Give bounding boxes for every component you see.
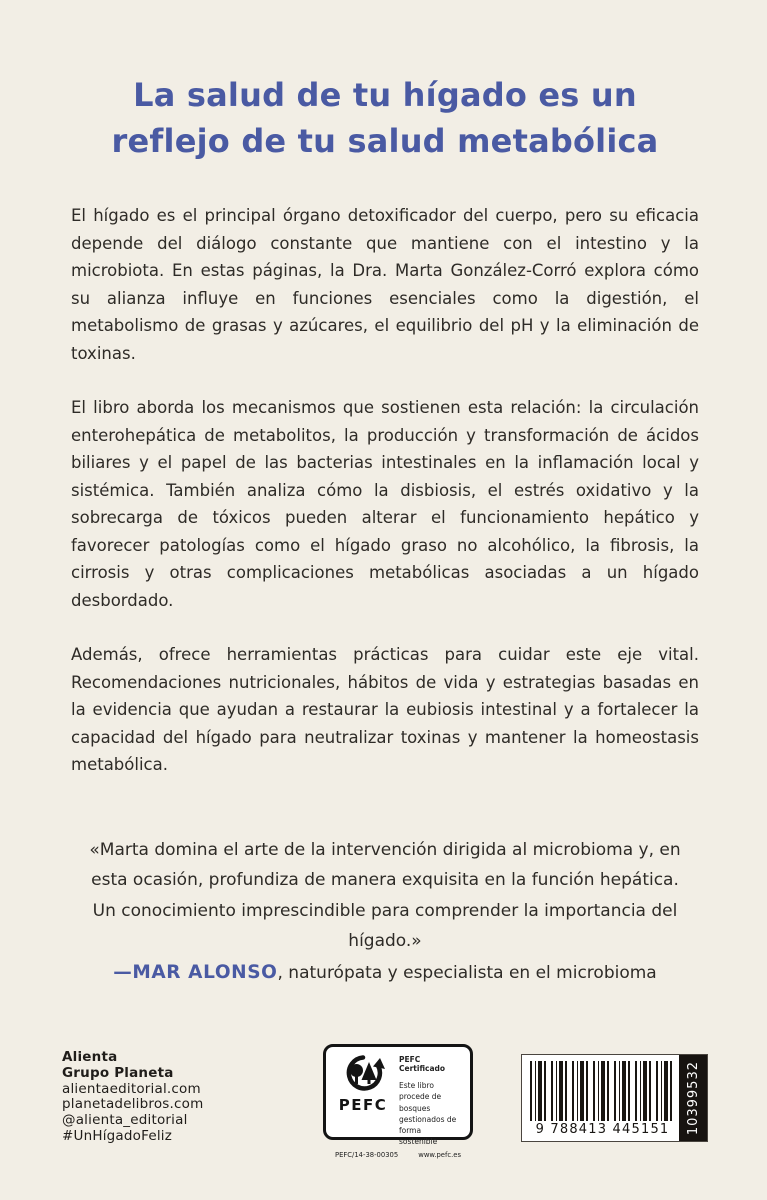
quote-author-role: , naturópata y especialista en el microbioma	[277, 962, 657, 983]
page-title	[71, 72, 699, 164]
quote-attribution	[71, 958, 699, 989]
isbn-number: 9 788413 445151	[535, 1122, 670, 1137]
pefc-code: PEFC/14-38-00305	[335, 1150, 399, 1159]
quote-author: —MAR ALONSO	[113, 961, 278, 983]
pefc-logo	[335, 1054, 391, 1148]
quote-text: «Marta domina el arte de la intervención dirigida al microbioma y, en esta ocasión, profundiza de manera exquisita en la función hepática. Un conocimiento imprescindible para comprender la importancia del hígado.»	[89, 839, 681, 951]
publisher-social-handle: @alienta_editorial	[62, 1112, 188, 1129]
synopsis-paragraph-3: Además, ofrece herramientas prácticas para cuidar este eje vital. Recomendaciones nutricionales, hábitos de vida y estrategias basadas en la evidencia que ayudan a restaurar la eubiosis intestinal y a fortalecer la capacidad del hígado para neutralizar toxinas y mantener la homeostasis metabólica.	[71, 645, 699, 774]
pefc-badge-top	[335, 1054, 461, 1148]
pefc-trees-icon	[338, 1077, 388, 1096]
title-line-1: La salud de tu hígado es un	[133, 76, 637, 114]
pefc-badge-bottom	[335, 1151, 461, 1159]
publisher-website-2: planetadelibros.com	[62, 1096, 204, 1113]
pefc-certified-label: PEFC Certificado	[399, 1055, 446, 1073]
pefc-badge-text	[399, 1054, 461, 1148]
isbn-barcode	[521, 1054, 708, 1142]
publisher-block	[62, 1050, 203, 1145]
cover-content	[71, 0, 699, 988]
pefc-certification-badge	[323, 1044, 473, 1159]
publisher-website-1: alientaeditorial.com	[62, 1080, 201, 1097]
publisher-imprint: Alienta	[62, 1049, 118, 1065]
synopsis-paragraph-2: El libro aborda los mecanismos que sostienen esta relación: la circulación enterohepática de metabolitos, la producción y transformación de ácidos biliares y el papel de las bacterias intestinales en la inflamación local y sistémica. También analiza cómo la disbiosis, el estrés oxidativo y la sobrecarga de tóxicos pueden alterar el funcionamiento hepático y favorecer patologías como el hígado graso no alcohólico, la fibrosis, la cirrosis y otras complicaciones metabólicas asociadas a un hígado desbordado.	[71, 398, 699, 610]
publisher-group: Grupo Planeta	[62, 1064, 174, 1081]
internal-ref-number: 10399532	[685, 1060, 701, 1136]
internal-ref-strip	[679, 1055, 707, 1141]
pefc-description: Este libro procede de bosques gestionados de forma sostenible	[399, 1081, 457, 1147]
pefc-label: PEFC	[338, 1096, 388, 1114]
publisher-hashtag: #UnHígadoFeliz	[62, 1127, 173, 1144]
title-line-2: reflejo de tu salud metabólica	[111, 122, 659, 160]
synopsis-paragraph-1: El hígado es el principal órgano detoxificador del cuerpo, pero su eficacia depende del diálogo constante que mantiene con el intestino y la microbiota. En estas páginas, la Dra. Marta González-Corró explora cómo su alianza influye en funciones esenciales como la digestión, el metabolismo de grasas y azúcares, el equilibrio del pH y la eliminación de toxinas.	[71, 206, 699, 363]
barcode-bars-area	[522, 1055, 679, 1141]
barcode-bars	[530, 1061, 675, 1121]
pefc-url: www.pefc.es	[418, 1150, 461, 1159]
endorsement-quote	[71, 835, 699, 989]
